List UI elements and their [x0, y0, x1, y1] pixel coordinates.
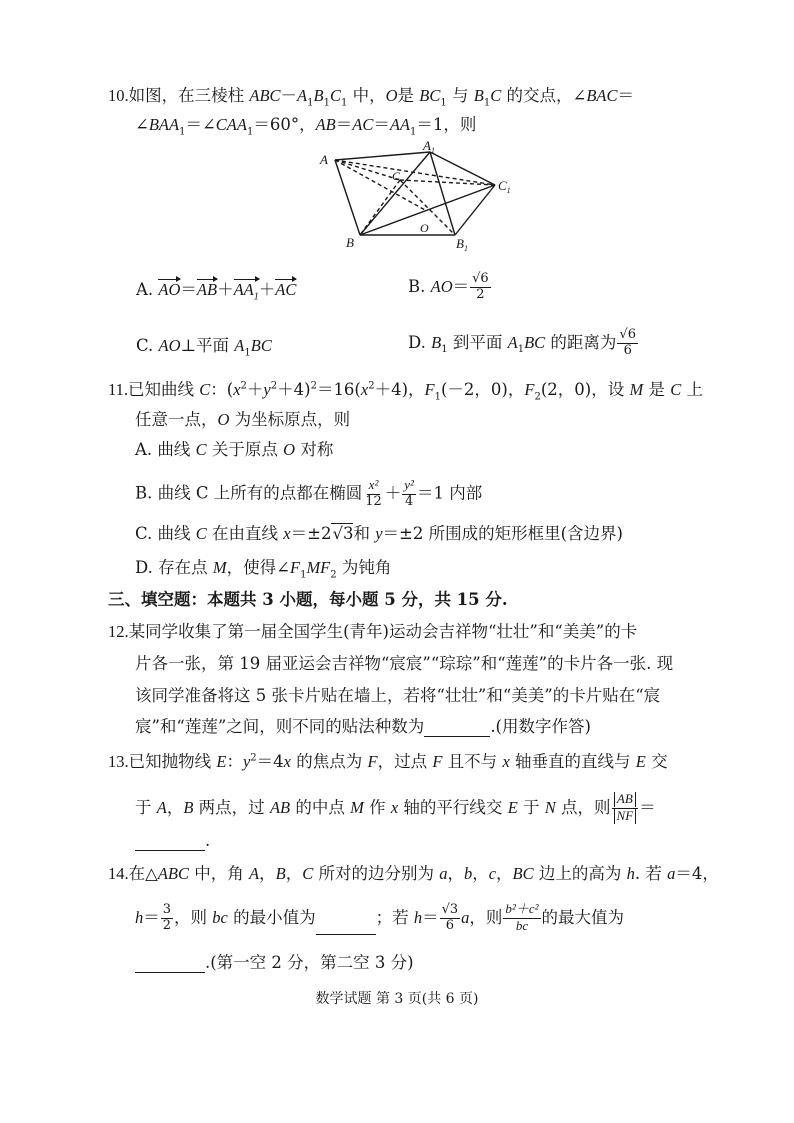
q11-stem-line1: 11.已知曲线 C：$(x^2+y^2+4)^2=16(x^2+4)$，$F_1(-2$，0)，$F_2(2$，0)，设 M 是 C 上 [108, 380, 703, 403]
label-B1: $B_1$ [456, 236, 468, 253]
q13-line2: 于 A，B 两点，过 AB 的中点 M 作 x 轴的平行线交 E 于 N 点，则 $\frac{AB}{NF}$ ＝ [135, 791, 656, 823]
section-3-heading: 三、填空题：本题共 3 小题，每小题 5 分，共 15 分. [108, 590, 508, 609]
q14-answer-blank-1[interactable] [316, 914, 376, 935]
q10-option-a: A. $AO=AB+AA_1+AC$ [136, 280, 297, 303]
label-A1: $A_1$ [423, 140, 435, 155]
q14-answer-blank-2[interactable] [135, 952, 205, 973]
q14-line1: 14.在△ABC 中，角 A，B，C 所对的边分别为 a，b，c，BC 边上的高为 h. 若 a＝4， [108, 864, 719, 883]
q14-line2: h＝ $\frac{3}{2}$ ，则 bc 的最小值为 ；若 h＝ $\frac{√3}{6}$ a，则 $\frac{\text{b²＋c²}}{bc}$ 的最大值为 [135, 901, 624, 933]
q11-option-a: A. 曲线 C 关于原点 O 对称 [135, 440, 334, 459]
q12-line2: 片各一张，第 19 届亚运会吉祥物“宸宸”“琮琮”和“莲莲”的卡片各一张. 现 [135, 654, 674, 673]
q13-answer-blank[interactable] [135, 830, 205, 851]
q12-line1: 12.某同学收集了第一届全国学生(青年)运动会吉祥物“壮壮”和“美美”的卡 [108, 622, 638, 641]
q11-option-c: C. 曲线 C 在由直线 x＝±2√3和 y＝±2 所围成的矩形框里(含边界) [135, 524, 623, 543]
q12-answer-blank[interactable] [424, 716, 490, 737]
q10-stem-line1: 10.如图，在三棱柱 $ABC-A_1B_1C_1$ 中，O是 $BC_1$ 与 $B_1C$ 的交点，∠BAC＝ [108, 86, 634, 109]
q10-option-c: C. AO⊥平面 $A_1BC$ [136, 336, 272, 359]
q11-option-d: D. 存在点 M，使得$\angle F_1MF_2$ 为钝角 [135, 558, 392, 581]
label-A: A [320, 152, 328, 167]
q14-line3: .(第一空 2 分，第二空 3 分) [135, 952, 414, 973]
q13-line1: 13.已知抛物线 E：$y^2=4x$ 的焦点为 F，过点 F 且不与 x 轴垂直的直线与 E 交 [108, 752, 668, 771]
q10-option-b: B. AO＝ $\frac{√6}{2}$ [408, 271, 489, 302]
q10-stem-line2: $\angle BAA_1=\angle CAA_1=60^\circ$，$AB=AC=AA_1=1$，则 [135, 115, 477, 138]
label-O: O [420, 221, 429, 235]
q11-option-b: B. 曲线 C 上所有的点都在椭圆 $\frac{\text{x²}}{12}$ ＋ $\frac{\text{y²}}{4}$ ＝1 内部 [135, 477, 483, 509]
prism-figure [310, 140, 520, 255]
q10-option-d: D. $B_1$ 到平面 $A_1BC$ 的距离为 $\frac{√6}{6}$ [408, 327, 636, 358]
label-C1: $C_1$ [498, 178, 511, 195]
q12-line4: 宸”和“莲莲”之间，则不同的贴法种数为 .(用数字作答) [135, 717, 591, 736]
q12-line3: 该同学准备将这 5 张卡片贴在墙上，若将“壮壮”和“美美”的卡片贴在“宸 [135, 686, 661, 705]
label-C: C [392, 169, 401, 183]
q13-line3: . [135, 830, 210, 851]
page-footer: 数学试题 第 3 页(共 6 页) [315, 991, 479, 1007]
q11-stem-line2: 任意一点，O 为坐标原点，则 [135, 410, 351, 429]
label-B: B [346, 235, 354, 250]
